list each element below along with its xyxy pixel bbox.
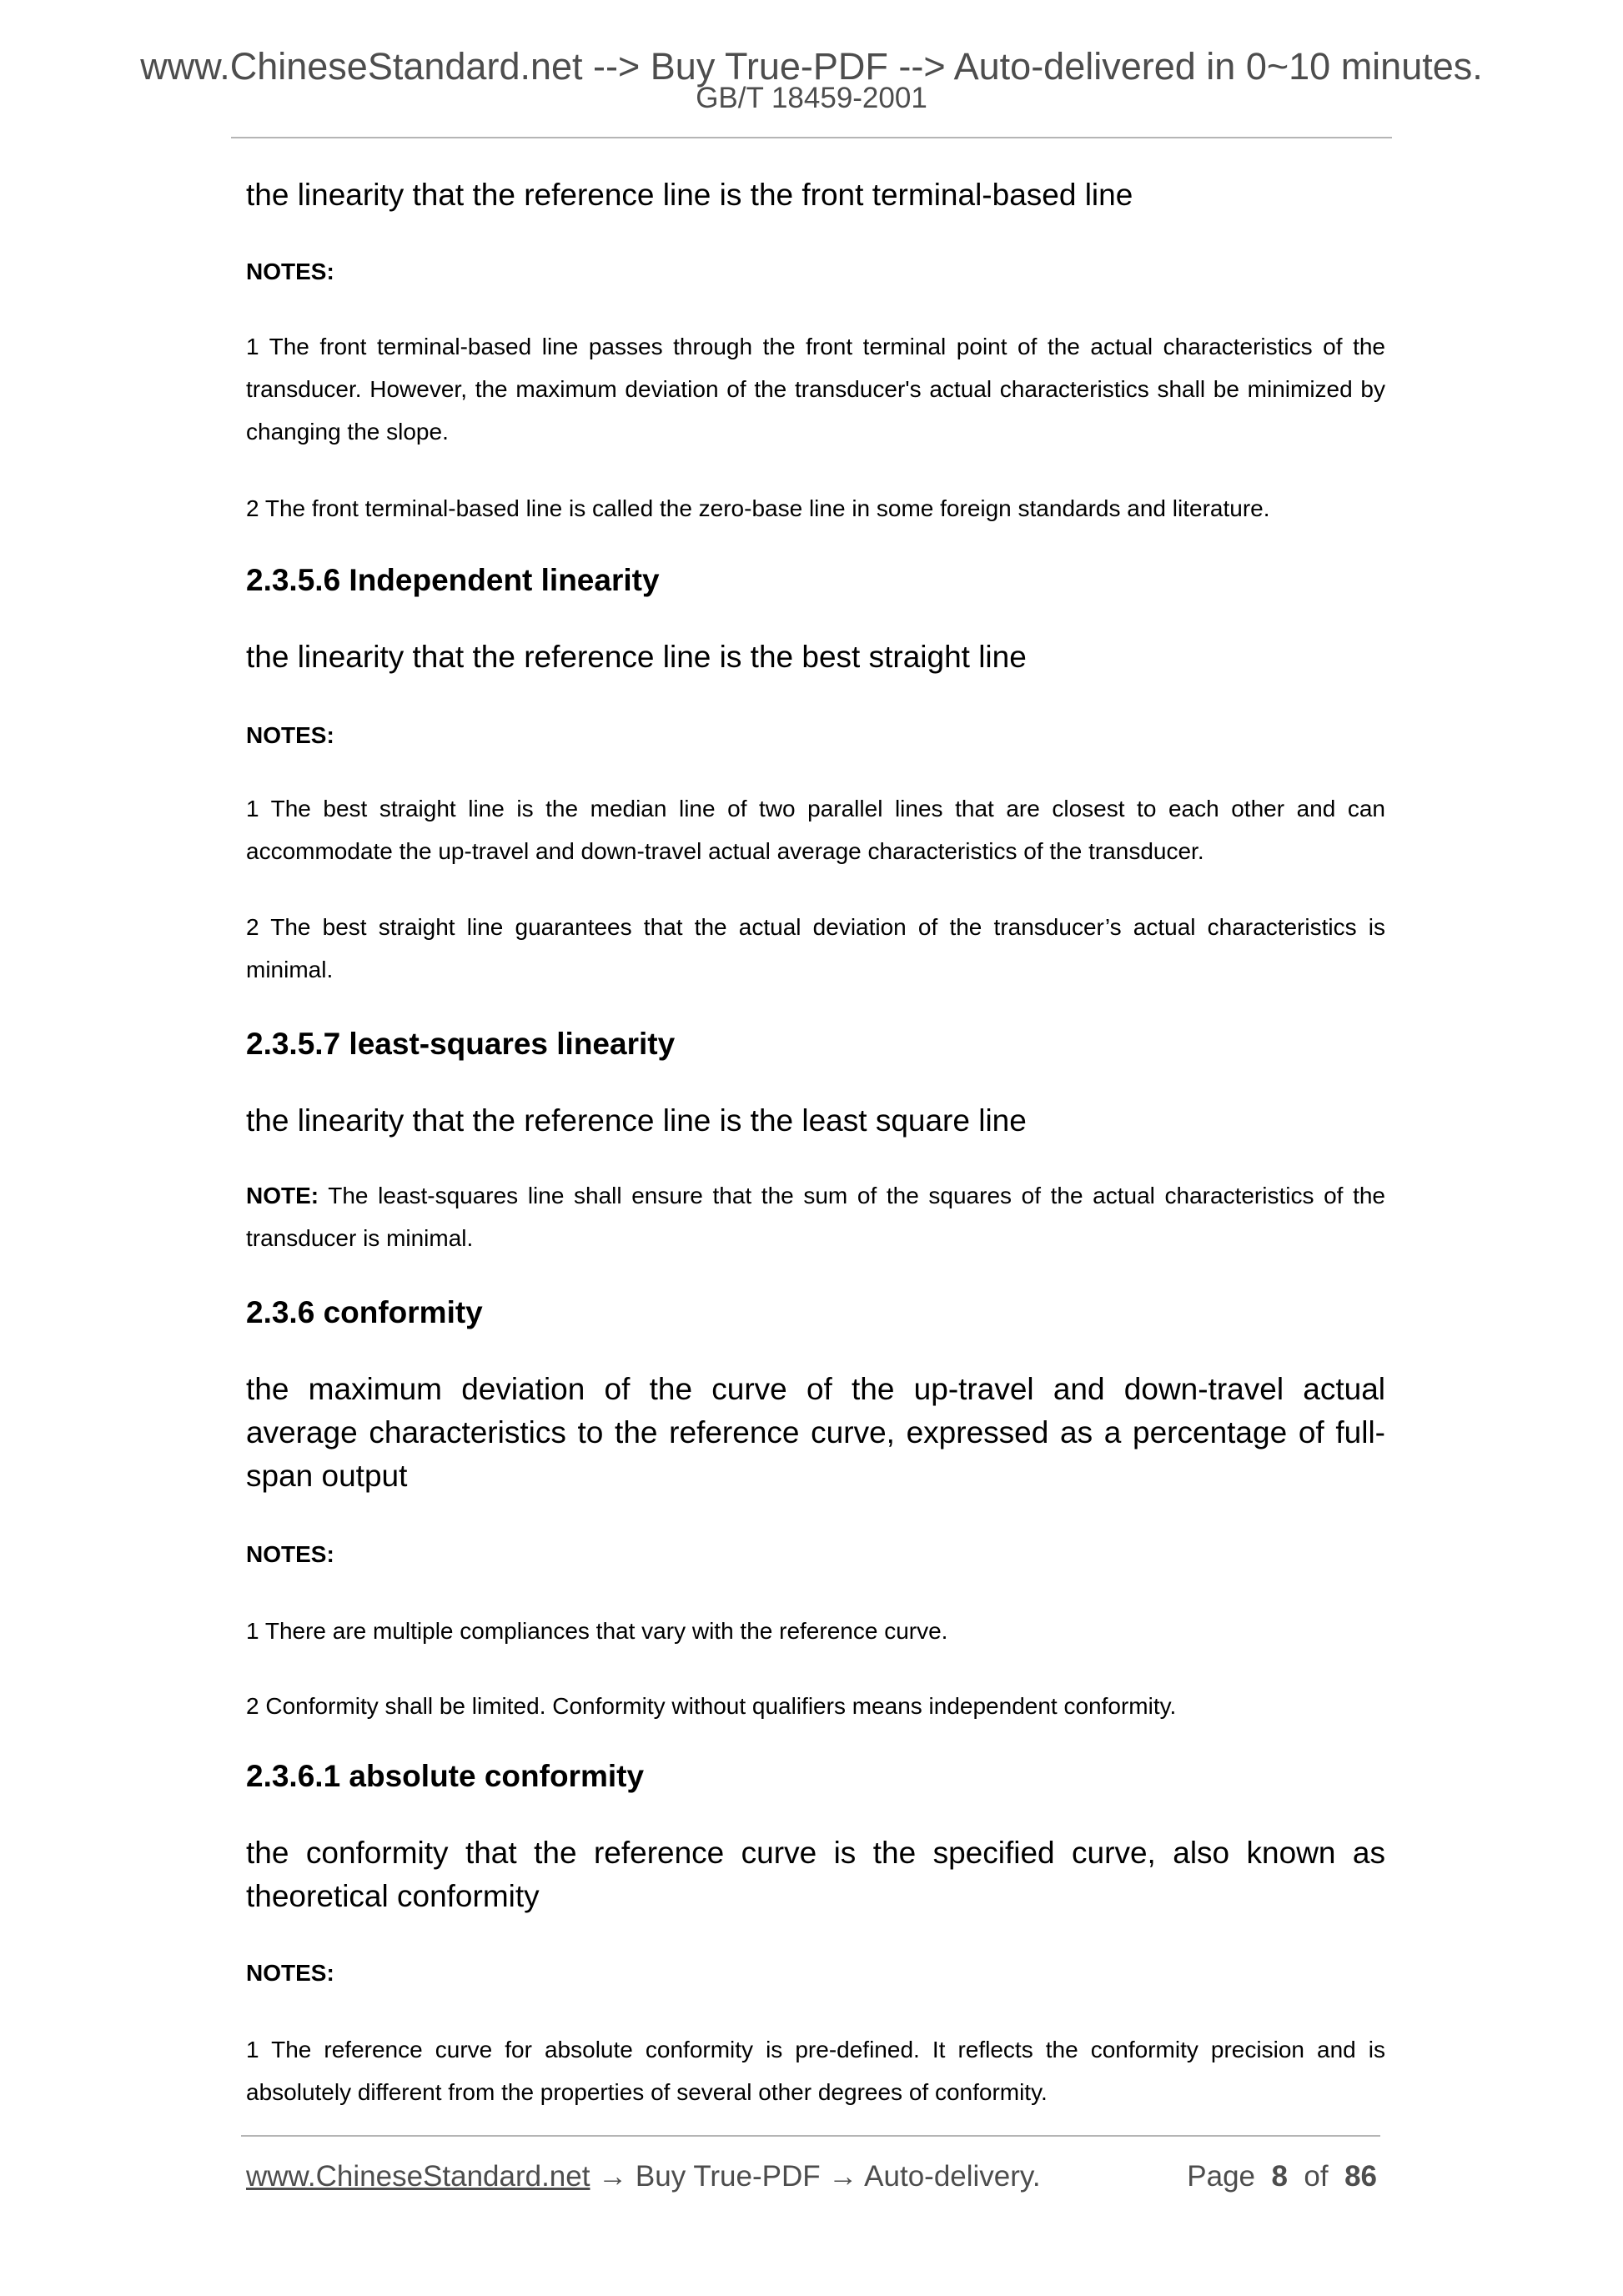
footer-divider <box>241 2135 1380 2137</box>
page-word: Page <box>1187 2160 1256 2193</box>
section-heading-conformity: 2.3.6 conformity <box>246 1295 483 1329</box>
note-conformity-1: 1 There are multiple compliances that vary with the reference curve. <box>246 1618 948 1644</box>
page-current: 8 <box>1271 2160 1288 2193</box>
note-conformity-2: 2 Conformity shall be limited. Conformity without qualifiers means independent conformity. <box>246 1693 1177 1719</box>
header-divider <box>231 137 1392 138</box>
note-independent-2: 2 The best straight line guarantees that the actual deviation of the transducer’s actual characteristics is minimal. <box>246 914 1385 982</box>
definition-independent: the linearity that the reference line is the best straight line <box>246 640 1027 674</box>
definition-front-terminal: the linearity that the reference line is the front terminal-based line <box>246 178 1133 212</box>
footer-delivery-text: → Buy True-PDF → Auto-delivery. <box>590 2160 1041 2193</box>
footer-site-link[interactable]: www.ChineseStandard.net <box>246 2160 590 2193</box>
section-heading-absolute: 2.3.6.1 absolute conformity <box>246 1759 645 1793</box>
notes-label: NOTES: <box>246 1541 334 1567</box>
definition-absolute: the conformity that the reference curve is the specified curve, also known as theoretical conformity <box>246 1836 1385 1913</box>
page-banner: www.ChineseStandard.net --> Buy True-PDF --> Auto-delivered in 0~10 minutes. <box>140 45 1483 88</box>
note-least-squares-text: The least-squares line shall ensure that the sum of the squares of the actual characteristics of the transducer is minimal. <box>246 1183 1385 1251</box>
note-front-terminal-1: 1 The front terminal-based line passes through the front terminal point of the actual characteristics of the transducer. However, the maximum deviation of the transducer's actual characteristics shall be minimized by changing the slope. <box>246 334 1385 445</box>
notes-label: NOTES: <box>246 722 334 748</box>
section-heading-least-squares: 2.3.5.7 least-squares linearity <box>246 1027 676 1061</box>
note-least-squares <box>246 1174 1385 1259</box>
note-front-terminal-2: 2 The front terminal-based line is called the zero-base line in some foreign standards and literature. <box>246 495 1270 521</box>
of-word: of <box>1304 2160 1329 2193</box>
note-label: NOTE: <box>246 1183 319 1208</box>
page-counter <box>1187 2157 1377 2197</box>
definition-least-squares: the linearity that the reference line is the least square line <box>246 1103 1027 1138</box>
page-total: 86 <box>1344 2160 1377 2193</box>
definition-conformity: the maximum deviation of the curve of the up-travel and down-travel actual average characteristics to the reference curve, expressed as a percentage of full-span output <box>246 1372 1385 1493</box>
notes-label: NOTES: <box>246 1960 334 1986</box>
note-absolute-1: 1 The reference curve for absolute conformity is pre-defined. It reflects the conformity precision and is absolutely different from the properties of several other degrees of conformity. <box>246 2037 1385 2105</box>
footer-promo <box>246 2157 1041 2197</box>
note-independent-1: 1 The best straight line is the median line of two parallel lines that are closest to each other and can accommodate the up-travel and down-travel actual average characteristics of the transducer. <box>246 796 1385 864</box>
page-footer <box>246 2157 1377 2197</box>
notes-label: NOTES: <box>246 259 334 284</box>
standard-code: GB/T 18459-2001 <box>696 82 927 114</box>
section-heading-independent: 2.3.5.6 Independent linearity <box>246 563 660 597</box>
